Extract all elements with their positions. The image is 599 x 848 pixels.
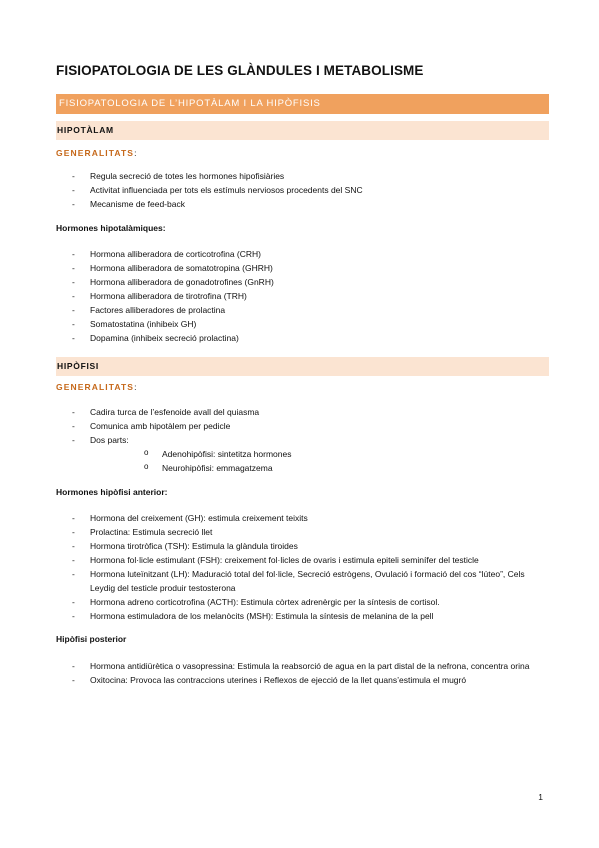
document-title: FISIOPATOLOGIA DE LES GLÀNDULES I METABOLISME	[56, 63, 424, 78]
list-item: - Dos parts: o Adenohipòfisi: sintetitza hormones o Neurohipòfisi: emmagatzema	[56, 433, 549, 475]
list-item: - Activitat influenciada per tots els estímuls nerviosos procedents del SNC	[72, 185, 363, 195]
list-item: - Hormona alliberadora de gonadotrofines (GnRH)	[72, 277, 274, 287]
hormones-hipofisi-anterior-heading: Hormones hipòfisi anterior:	[56, 487, 168, 497]
main-section-header: FISIOPATOLOGIA DE L’HIPOTÀLAM I LA HIPÒFISIS	[56, 94, 549, 114]
list-item: - Factores alliberadores de prolactina	[72, 305, 226, 315]
list-item: - Hormona alliberadora de corticotrofina (CRH)	[72, 249, 262, 259]
hipotalam-header: HIPOTÀLAM	[56, 121, 549, 140]
generalitats-colon: :	[134, 382, 137, 392]
list-item: - Prolactina: Estimula secreció llet	[72, 527, 213, 537]
list-item: - Hormona estimuladora de los melanòcits (MSH): Estimula la síntesis de melanina de la pell	[72, 611, 434, 621]
list-item: - Hormona luteïnitzant (LH): Maduració total del fol·licle, Secreció estrògens, Ovulació i formació del cos “lúteo”, Cels Leydig del testicle produir testosterona	[72, 569, 525, 593]
list-item: - Hormona tirotròfica (TSH): Estimula la glàndula tiroides	[72, 541, 298, 551]
hipofisi-header: HIPÒFISI	[56, 357, 549, 376]
hipofisi-posterior-list	[56, 659, 549, 687]
list-item: - Somatostatina (inhibeix GH)	[72, 319, 197, 329]
list-item: - Hormona antidiürètica o vasopressina: Estimula la reabsorció de agua en la part distal de la nefrona, concentra orina	[72, 661, 530, 671]
generalitats-text: GENERALITATS	[56, 148, 135, 158]
list-item: - Hormona alliberadora de tirotrofina (TRH)	[72, 291, 247, 301]
generalitats-text: GENERALITATS	[56, 382, 135, 392]
list-item: - Oxitocina: Provoca las contraccions uterines i Reflexos de ejecció de la llet quans’estimula el mugró	[72, 675, 467, 685]
hipotalam-generalitats-list	[56, 169, 549, 211]
sub-list-item: o Neurohipòfisi: emmagatzema	[144, 462, 273, 473]
hormones-hipofisi-anterior-list	[56, 511, 549, 623]
generalitats-colon: :	[134, 148, 137, 158]
list-item: - Hormona del creixement (GH): estimula creixement teixits	[72, 513, 308, 523]
list-item: - Hormona fol·licle estimulant (FSH): creixement fol·licles de ovaris i estimula epiteli seminífer del testicle	[72, 555, 479, 565]
list-item: - Mecanisme de feed-back	[72, 199, 185, 209]
page-number: 1	[538, 792, 543, 802]
hipofisi-generalitats-list	[56, 405, 549, 475]
hipofisi-posterior-heading: Hipòfisi posterior	[56, 634, 127, 644]
list-item: - Dopamina (inhibeix secreció prolactina)	[72, 333, 239, 343]
dos-parts-sublist	[90, 447, 549, 475]
list-item: - Comunica amb hipotàlem per pedicle	[72, 421, 231, 431]
hormones-hipotalamiques-heading: Hormones hipotalàmiques:	[56, 223, 166, 233]
sub-list-item: o Adenohipòfisi: sintetitza hormones	[144, 448, 292, 459]
list-item: - Hormona alliberadora de somatotropina (GHRH)	[72, 263, 273, 273]
list-item: - Hormona adreno corticotrofina (ACTH): Estimula còrtex adrenèrgic per la síntesis de cortisol.	[72, 597, 440, 607]
hormones-hipotalamiques-list	[56, 247, 549, 345]
hipofisi-generalitats-label	[56, 382, 136, 392]
hipotalam-generalitats-label	[56, 148, 136, 158]
list-item: - Cadira turca de l’esfenoide avall del quiasma	[72, 407, 260, 417]
list-item: - Regula secreció de totes les hormones hipofisiàries	[72, 171, 285, 181]
